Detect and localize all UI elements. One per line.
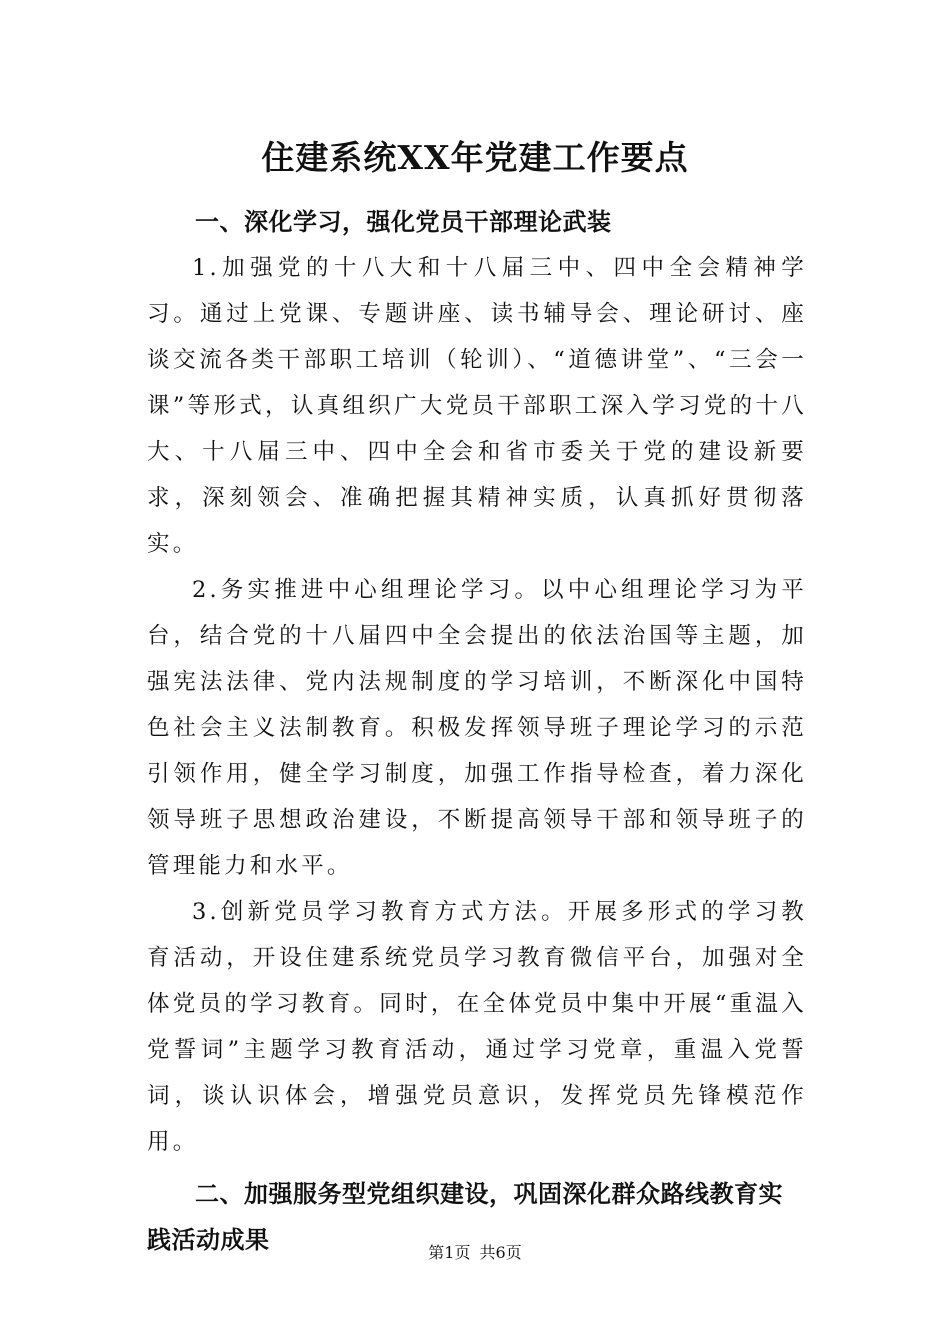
document-body bbox=[147, 199, 807, 1263]
paragraph-3: 3.创新党员学习教育方式方法。开展多形式的学习教育活动，开设住建系统党员学习教育微信平台，加强对全体党员的学习教育。同时，在全体党员中集中开展“重温入党誓词”主题学习教育活动，通过学习党章，重温入党誓词，谈认识体会，增强党员意识，发挥党员先锋模范作用。 bbox=[147, 899, 807, 1155]
section-heading-2: 二、加强服务型党组织建设，巩固深化群众路线教育实践活动成果 bbox=[147, 1180, 783, 1254]
paragraph-1: 1.加强党的十八大和十八届三中、四中全会精神学习。通过上党课、专题讲座、读书辅导会、理论研讨、座谈交流各类干部职工培训（轮训）、“道德讲堂”、“三会一课”等形式，认真组织广大党员干部职工深入学习党的十八大、十八届三中、四中全会和省市委关于党的建设新要求，深刻领会、准确把握其精神实质，认真抓好贯彻落实。 bbox=[147, 255, 807, 557]
section-heading-1: 一、深化学习，强化党员干部理论武装 bbox=[195, 208, 612, 236]
document-title: 住建系统XX年党建工作要点 bbox=[261, 138, 689, 177]
page-total: 共6页 bbox=[479, 1243, 522, 1262]
page-footer bbox=[0, 1242, 950, 1264]
page-number: 第1页 bbox=[428, 1243, 471, 1262]
paragraph-2: 2.务实推进中心组理论学习。以中心组理论学习为平台，结合党的十八届四中全会提出的依法治国等主题，加强宪法法律、党内法规制度的学习培训，不断深化中国特色社会主义法制教育。积极发挥领导班子理论学习的示范引领作用，健全学习制度，加强工作指导检查，着力深化领导班子思想政治建设，不断提高领导干部和领导班子的管理能力和水平。 bbox=[147, 577, 807, 879]
